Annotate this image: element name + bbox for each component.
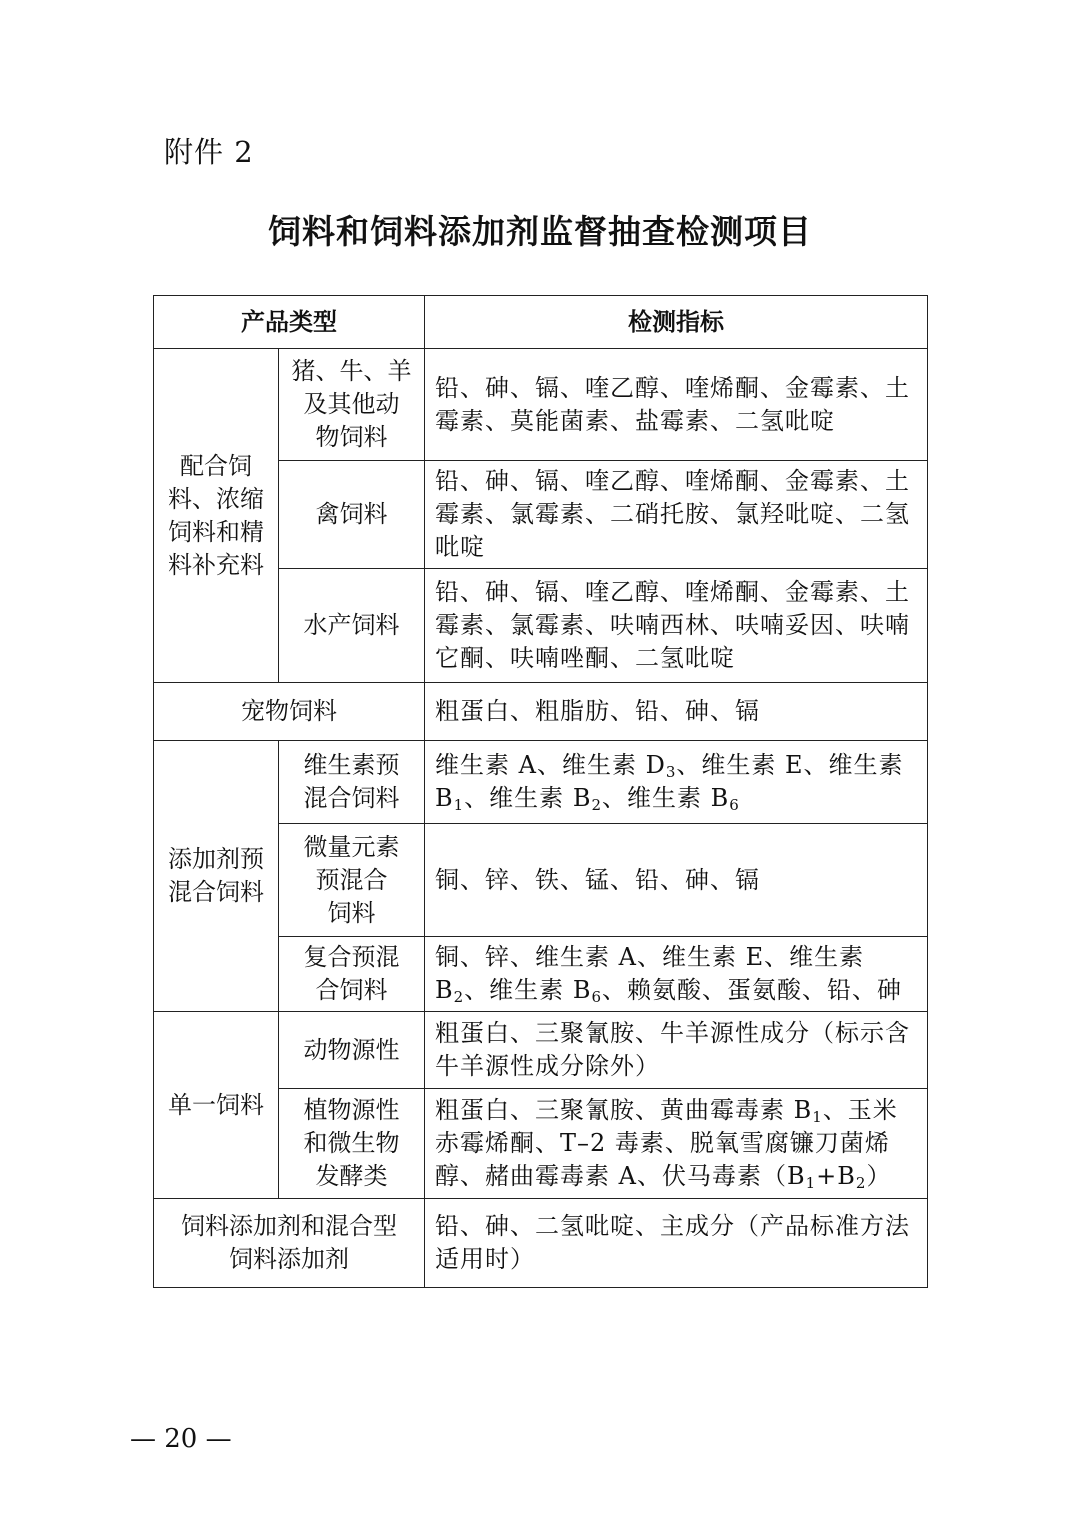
subtype-livestock-feed: 猪、牛、羊 及其他动 物饲料 <box>279 349 425 461</box>
items-aquatic-feed: 铅、砷、镉、喹乙醇、喹烯酮、金霉素、土霉素、氯霉素、呋喃西林、呋喃妥因、呋喃它酮、呋喃唑酮、二氢吡啶 <box>425 569 928 683</box>
items-animal-origin: 粗蛋白、三聚氰胺、牛羊源性成分（标示含牛羊源性成分除外） <box>425 1012 928 1089</box>
items-livestock-feed: 铅、砷、镉、喹乙醇、喹烯酮、金霉素、土霉素、莫能菌素、盐霉素、二氢吡啶 <box>425 349 928 461</box>
items-vitamin-premix: 维生素 A、维生素 $D_3$、维生素 E、维生素 $B_1$、维生素 $B_2$、维生素 $B_6$ <box>425 741 928 824</box>
items-pet-feed: 粗蛋白、粗脂肪、铅、砷、镉 <box>425 683 928 741</box>
table-row <box>154 349 928 461</box>
attachment-label: 附件 2 <box>164 135 254 169</box>
page-number: — 20 — <box>130 1424 232 1454</box>
table-row <box>154 741 928 824</box>
items-plant-microbial: 粗蛋白、三聚氰胺、黄曲霉毒素 $B_1$、玉米赤霉烯酮、T–2 毒素、脱氧雪腐镰刀菌烯醇、赭曲霉毒素 A、伏马毒素$(B_1+B_2)$ <box>425 1089 928 1199</box>
type-feed-additive: 饲料添加剂和混合型 饲料添加剂 <box>154 1199 425 1288</box>
items-trace-element-premix: 铜、锌、铁、锰、铅、砷、镉 <box>425 824 928 937</box>
items-poultry-feed: 铅、砷、镉、喹乙醇、喹烯酮、金霉素、土霉素、氯霉素、二硝托胺、氯羟吡啶、二氢吡啶 <box>425 461 928 569</box>
subtype-poultry-feed: 禽饲料 <box>279 461 425 569</box>
subtype-plant-microbial: 植物源性 和微生物 发酵类 <box>279 1089 425 1199</box>
table-row <box>154 1012 928 1089</box>
subtype-vitamin-premix: 维生素预 混合饲料 <box>279 741 425 824</box>
items-feed-additive: 铅、砷、二氢吡啶、主成分（产品标准方法适用时） <box>425 1199 928 1288</box>
type-pet-feed: 宠物饲料 <box>154 683 425 741</box>
group-single-feed: 单一饲料 <box>154 1012 279 1199</box>
items-compound-premix: 铜、锌、维生素 A、维生素 E、维生素 $B_2$、维生素 $B_6$、赖氨酸、蛋氨酸、铅、砷 <box>425 937 928 1012</box>
subtype-aquatic-feed: 水产饲料 <box>279 569 425 683</box>
table-header-row <box>154 296 928 349</box>
subtype-trace-element-premix: 微量元素 预混合 饲料 <box>279 824 425 937</box>
header-product-type: 产品类型 <box>154 296 425 349</box>
table-row <box>154 1199 928 1288</box>
group-compound-feed: 配合饲 料、浓缩 饲料和精 料补充料 <box>154 349 279 683</box>
table-row <box>154 683 928 741</box>
header-test-items: 检测指标 <box>425 296 928 349</box>
group-additive-premix: 添加剂预 混合饲料 <box>154 741 279 1012</box>
inspection-items-table <box>153 295 928 1288</box>
subtype-compound-premix: 复合预混 合饲料 <box>279 937 425 1012</box>
document-title: 饲料和饲料添加剂监督抽查检测项目 <box>268 212 812 251</box>
subtype-animal-origin: 动物源性 <box>279 1012 425 1089</box>
